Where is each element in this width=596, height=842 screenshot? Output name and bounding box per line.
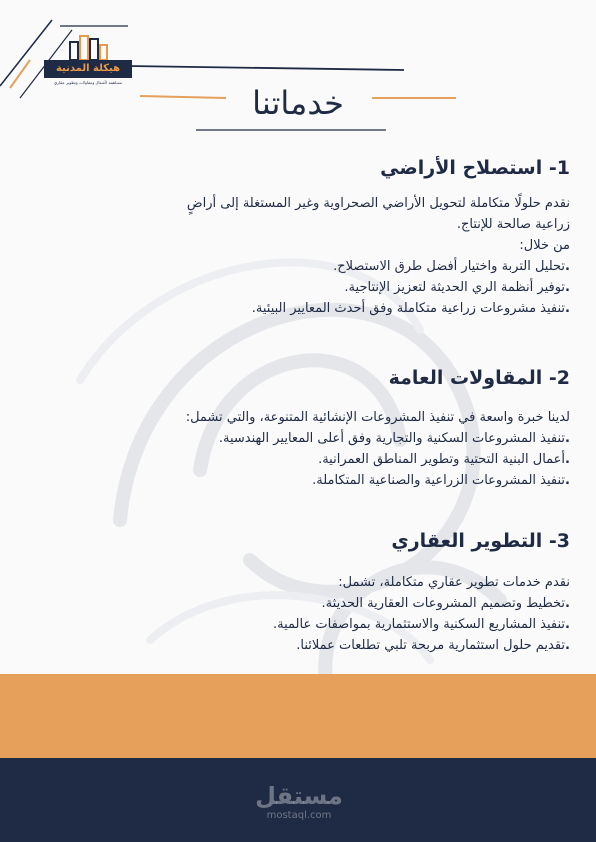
watermark-url: mostaql.com [266, 810, 332, 821]
list-item: . تنفيذ المشروعات الزراعية والصناعية المتكاملة. [44, 470, 570, 491]
list-item: . تنفيذ المشاريع السكنية والاستثمارية بمواصفات عالمية. [44, 614, 570, 635]
section-intro-line: نقدم خدمات تطوير عقاري متكاملة، تشمل: [338, 575, 570, 590]
list-item: . أعمال البنية التحتية وتطوير المناطق العمرانية. [44, 449, 570, 470]
section-real-estate-development [44, 528, 570, 656]
page-title: خدماتنا [252, 84, 344, 122]
logo-wordmark: هيكلة المدنية [44, 60, 132, 78]
list-item: . توفير أنظمة الري الحديثة لتعزيز الإنتاجية. [44, 277, 570, 298]
list-item: . تخطيط وتصميم المشروعات العقارية الحديثة. [44, 593, 570, 614]
section-general-contracting [44, 365, 570, 491]
list-item: . تنفيذ مشروعات زراعية متكاملة وفق أحدث المعايير البيئية. [44, 298, 570, 319]
list-item: . تنفيذ المشروعات السكنية والتجارية وفق أعلى المعايير الهندسية. [44, 428, 570, 449]
watermark-text: مستقل [255, 782, 343, 810]
section-intro-line: زراعية صالحة للإنتاج. [456, 217, 570, 232]
list-item: . تقديم حلول استثمارية مربحة تلبي تطلعات عملائنا. [44, 635, 570, 656]
mostaql-watermark [244, 782, 354, 822]
section-heading: 1- استصلاح الأراضي [380, 157, 570, 179]
section-intro-line: نقدم حلولًا متكاملة لتحويل الأراضي الصحراوية وغير المستغلة إلى أراضٍ [186, 196, 570, 211]
section-land-reclamation [44, 155, 570, 319]
section-heading: 2- المقاولات العامة [388, 367, 570, 389]
buildings-icon [44, 34, 132, 62]
section-heading: 3- التطوير العقاري [391, 530, 570, 552]
page-title-block [0, 82, 596, 132]
list-item: . تحليل التربة واختيار أفضل طرق الاستصلاح. [44, 256, 570, 277]
section-intro-line: لدينا خبرة واسعة في تنفيذ المشروعات الإنشائية المتنوعة، والتي تشمل: [185, 410, 570, 425]
section-intro-line: من خلال: [519, 238, 570, 253]
logo-tagline: مساهمة لأشغال ومقاولات وتطوير عقاري [54, 80, 122, 85]
footer-orange-band [0, 674, 596, 758]
